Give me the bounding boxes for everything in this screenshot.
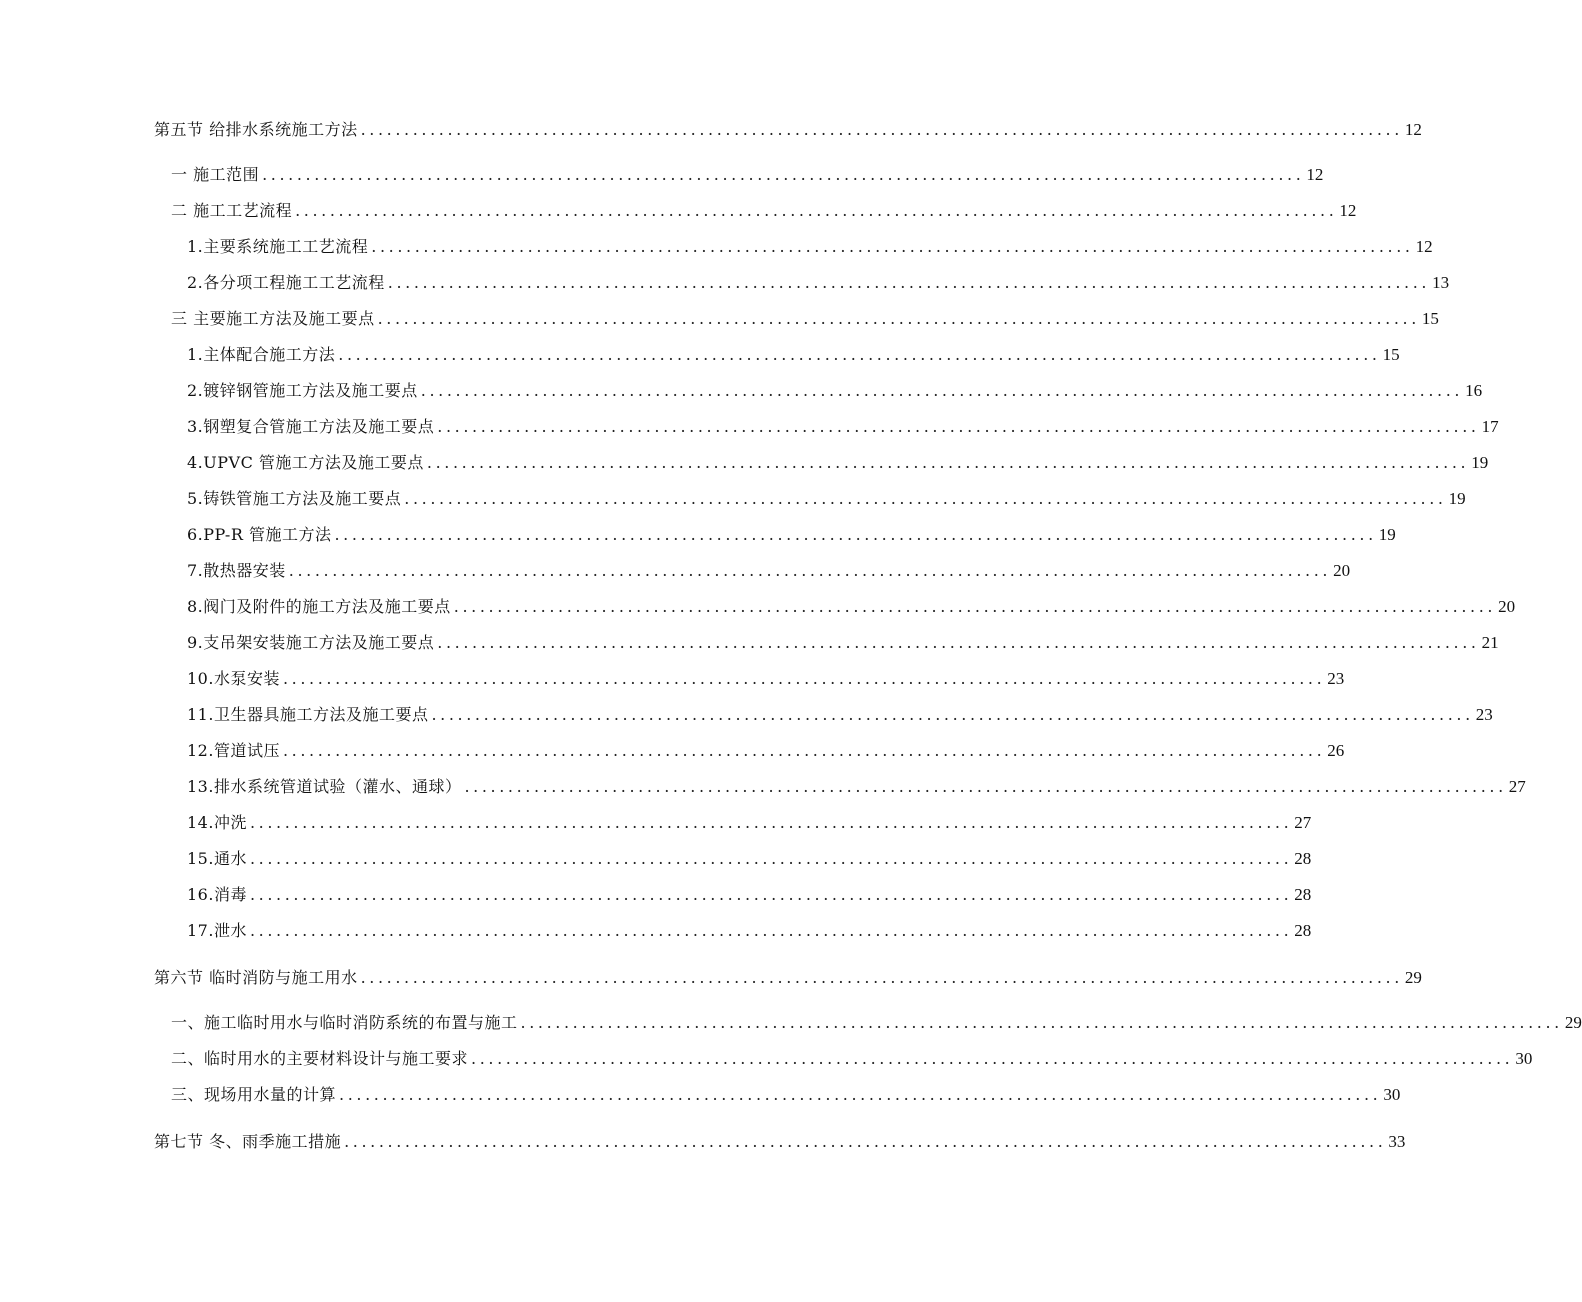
- toc-leader-dots: ........................................................................................................................: [431, 705, 1474, 724]
- toc-entry-page: 19: [1448, 489, 1466, 508]
- toc-leader-dots: ........................................................................................................................: [249, 885, 1293, 904]
- toc-entry[interactable]: [187, 629, 1499, 653]
- toc-entry-title: 二、临时用水的主要材料设计与施工要求: [171, 1049, 469, 1068]
- toc-entry-page: 29: [1404, 968, 1422, 987]
- toc-entry[interactable]: [171, 161, 1324, 185]
- toc-entry[interactable]: [187, 917, 1312, 941]
- toc-entry-page: 19: [1378, 525, 1396, 544]
- toc-entry[interactable]: [154, 964, 1422, 988]
- toc-leader-dots: ........................................................................................................................: [426, 453, 1470, 472]
- toc-entry-page: 29: [1564, 1013, 1582, 1032]
- toc-entry[interactable]: [171, 197, 1357, 221]
- toc-leader-dots: ........................................................................................................................: [282, 741, 1326, 760]
- toc-entry-title: 3.钢塑复合管施工方法及施工要点: [187, 417, 435, 436]
- toc-entry-title: 16.消毒: [187, 885, 247, 904]
- toc-entry-title: 三、现场用水量的计算: [171, 1085, 337, 1104]
- toc-leader-dots: ........................................................................................................................: [288, 561, 1332, 580]
- toc-leader-dots: ........................................................................................................................: [295, 201, 1338, 220]
- toc-leader-dots: ........................................................................................................................: [344, 1132, 1387, 1151]
- toc-leader-dots: ........................................................................................................................: [249, 849, 1293, 868]
- toc-leader-dots: ........................................................................................................................: [338, 345, 1381, 364]
- toc-entry-page: 28: [1294, 849, 1312, 868]
- toc-entry[interactable]: [171, 1081, 1401, 1105]
- toc-leader-dots: ........................................................................................................................: [249, 921, 1293, 940]
- toc-entry-title: 2.各分项工程施工工艺流程: [187, 273, 385, 292]
- toc-entry-title: 4.UPVC 管施工方法及施工要点: [187, 453, 424, 472]
- toc-entry-title: 13.排水系统管道试验（灌水、通球）: [187, 777, 462, 796]
- toc-entry-title: 7.散热器安装: [187, 561, 286, 580]
- toc-entry-page: 19: [1471, 453, 1489, 472]
- toc-entry[interactable]: [171, 1009, 1582, 1033]
- toc-entry-title: 二 施工工艺流程: [171, 201, 293, 220]
- toc-entry-page: 23: [1475, 705, 1493, 724]
- toc-entry-title: 第五节 给排水系统施工方法: [154, 120, 358, 139]
- toc-leader-dots: ........................................................................................................................: [520, 1013, 1563, 1032]
- toc-entry-page: 16: [1465, 381, 1483, 400]
- toc-entry[interactable]: [187, 377, 1483, 401]
- toc-entry-title: 5.铸铁管施工方法及施工要点: [187, 489, 402, 508]
- toc-entry-title: 2.镀锌钢管施工方法及施工要点: [187, 381, 418, 400]
- toc-entry-page: 33: [1388, 1132, 1406, 1151]
- toc-entry[interactable]: [187, 521, 1396, 545]
- toc-entry-title: 第六节 临时消防与施工用水: [154, 968, 358, 987]
- toc-entry-title: 14.冲洗: [187, 813, 247, 832]
- toc-leader-dots: ........................................................................................................................: [249, 813, 1293, 832]
- toc-entry-page: 15: [1382, 345, 1400, 364]
- toc-entry-title: 9.支吊架安装施工方法及施工要点: [187, 633, 435, 652]
- toc-leader-dots: ........................................................................................................................: [334, 525, 1377, 544]
- toc-entry[interactable]: [187, 737, 1345, 761]
- toc-entry-title: 11.卫生器具施工方法及施工要点: [187, 705, 429, 724]
- toc-entry[interactable]: [154, 1128, 1406, 1152]
- toc-entry[interactable]: [187, 413, 1499, 437]
- toc-entry-page: 20: [1333, 561, 1351, 580]
- toc-entry[interactable]: [171, 305, 1439, 329]
- toc-leader-dots: ........................................................................................................................: [282, 669, 1326, 688]
- toc-entry-page: 28: [1294, 885, 1312, 904]
- toc-entry-page: 12: [1339, 201, 1357, 220]
- toc-entry-page: 12: [1415, 237, 1433, 256]
- toc-entry-page: 15: [1421, 309, 1439, 328]
- toc-entry[interactable]: [187, 233, 1433, 257]
- toc-entry-page: 21: [1481, 633, 1499, 652]
- toc-entry[interactable]: [187, 881, 1312, 905]
- toc-entry-title: 6.PP-R 管施工方法: [187, 525, 332, 544]
- toc-leader-dots: ........................................................................................................................: [377, 309, 1420, 328]
- toc-entry[interactable]: [187, 485, 1466, 509]
- toc-entry-page: 23: [1327, 669, 1345, 688]
- toc-leader-dots: ........................................................................................................................: [371, 237, 1414, 256]
- toc-entry-title: 第七节 冬、雨季施工措施: [154, 1132, 342, 1151]
- toc-entry[interactable]: [187, 845, 1312, 869]
- toc-entry-title: 10.水泵安装: [187, 669, 280, 688]
- toc-leader-dots: ........................................................................................................................: [464, 777, 1507, 796]
- toc-entry-title: 一、施工临时用水与临时消防系统的布置与施工: [171, 1013, 518, 1032]
- toc-entry-page: 27: [1508, 777, 1526, 796]
- toc-entry-title: 8.阀门及附件的施工方法及施工要点: [187, 597, 451, 616]
- toc-leader-dots: ........................................................................................................................: [471, 1049, 1514, 1068]
- toc-entry-page: 12: [1306, 165, 1324, 184]
- toc-entry-page: 17: [1481, 417, 1499, 436]
- toc-entry-title: 17.泄水: [187, 921, 247, 940]
- toc-entry[interactable]: [187, 809, 1312, 833]
- toc-entry-title: 一 施工范围: [171, 165, 260, 184]
- toc-leader-dots: ........................................................................................................................: [453, 597, 1497, 616]
- toc-entry-page: 28: [1294, 921, 1312, 940]
- toc-entry-page: 30: [1383, 1085, 1401, 1104]
- toc-entry[interactable]: [187, 341, 1400, 365]
- toc-entry-page: 12: [1404, 120, 1422, 139]
- toc-entry[interactable]: [187, 773, 1526, 797]
- toc-entry[interactable]: [187, 269, 1450, 293]
- toc-entry-title: 15.通水: [187, 849, 247, 868]
- toc-entry-page: 26: [1327, 741, 1345, 760]
- toc-entry[interactable]: [187, 701, 1493, 725]
- toc-entry-page: 27: [1294, 813, 1312, 832]
- toc-leader-dots: ........................................................................................................................: [339, 1085, 1382, 1104]
- toc-entry[interactable]: [154, 116, 1422, 140]
- toc-leader-dots: ........................................................................................................................: [404, 489, 1447, 508]
- toc-entry-title: 1.主体配合施工方法: [187, 345, 336, 364]
- toc-leader-dots: ........................................................................................................................: [387, 273, 1431, 292]
- toc-leader-dots: ........................................................................................................................: [360, 968, 1403, 987]
- toc-leader-dots: ........................................................................................................................: [437, 417, 1480, 436]
- toc-entry[interactable]: [187, 665, 1345, 689]
- toc-entry-title: 1.主要系统施工工艺流程: [187, 237, 369, 256]
- toc-leader-dots: ........................................................................................................................: [360, 120, 1403, 139]
- toc-entry[interactable]: [187, 557, 1351, 581]
- toc-entry[interactable]: [187, 593, 1516, 617]
- toc-entry-page: 20: [1498, 597, 1516, 616]
- toc-entry-page: 30: [1515, 1049, 1533, 1068]
- toc-leader-dots: ........................................................................................................................: [420, 381, 1464, 400]
- toc-leader-dots: ........................................................................................................................: [262, 165, 1305, 184]
- toc-entry[interactable]: [171, 1045, 1533, 1069]
- toc-entry-page: 13: [1432, 273, 1450, 292]
- toc-entry-title: 三 主要施工方法及施工要点: [171, 309, 375, 328]
- toc-leader-dots: ........................................................................................................................: [437, 633, 1480, 652]
- toc-entry[interactable]: [187, 449, 1489, 473]
- toc-entry-title: 12.管道试压: [187, 741, 280, 760]
